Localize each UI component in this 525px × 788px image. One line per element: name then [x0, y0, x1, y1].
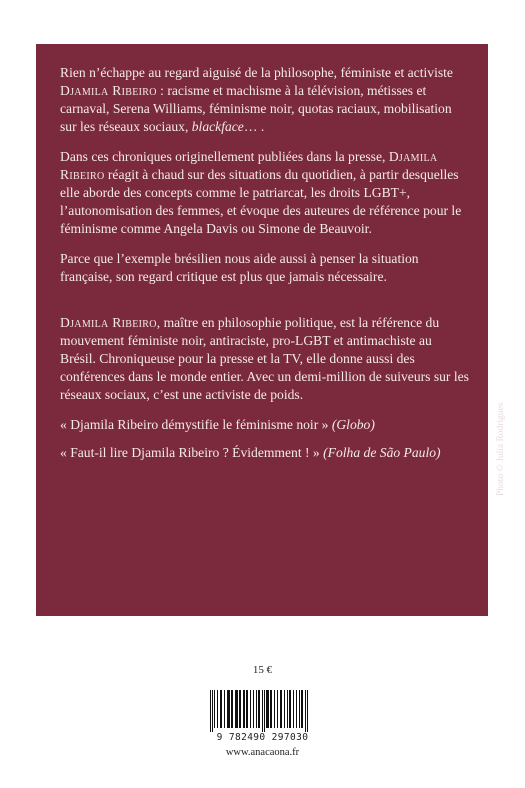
quote-source: (Folha de São Paulo): [323, 445, 441, 460]
quote-source: (Globo): [331, 417, 375, 432]
intro-end: … .: [243, 119, 265, 134]
quote-text: « Djamila Ribeiro démystifie le féminisme noir »: [60, 417, 332, 432]
back-cover-panel: [36, 44, 506, 616]
author-name: Djamila Ribeiro: [60, 315, 157, 330]
bio-text: , maître en philosophie politique, est la référence du mouvement féministe noir, antiraciste, pro-LGBT et antimachiste au Brésil. Chroniqueuse pour la presse et la TV, elle donne aussi des conférences dans le monde entier. Avec un demi-million de suiveurs sur les réseaux sociaux, c’est une activiste de poids.: [60, 315, 469, 402]
intro-text: Rien n’échappe au regard aiguisé de la philosophe, féministe et activiste: [60, 65, 453, 80]
blackface-term: blackface: [191, 119, 244, 134]
author-name: Djamila Ribeiro: [60, 149, 438, 182]
price-label: 15 €: [252, 664, 273, 676]
barcode-icon: [208, 690, 318, 732]
quote-text: « Faut-il lire Djamila Ribeiro ? Évidemment ! »: [60, 445, 324, 460]
chroniques-text: Dans ces chroniques originellement publiées dans la presse,: [60, 149, 389, 164]
photo-credit: Photo © Julia Rodrigues: [496, 402, 506, 496]
publisher-website: www.anacaona.fr: [225, 747, 300, 758]
paragraph-bresil: Parce que l’exemple brésilien nous aide aussi à penser la situation française, son regard critique est plus que jamais nécessaire.: [60, 251, 419, 284]
paragraph-chroniques: [60, 148, 470, 238]
spacer: [60, 298, 470, 314]
isbn-number: 9 782490 297030: [216, 732, 309, 743]
chroniques-text-cont: réagit à chaud sur des situations du quotidien, à partir desquelles elle aborde des concepts comme le patriarcat, les droits LGBT+, l’autonomisation des femmes, et évoque des auteures de référence pour le féminisme comme Angela Davis ou Simone de Beauvoir.: [60, 167, 462, 236]
intro-text-cont: : racisme et machisme à la télévision, métisses et carnaval, Serena Williams, féminisme noir, quotas raciaux, mobilisation sur les réseaux sociaux,: [60, 83, 452, 134]
paragraph-bio: [60, 314, 470, 404]
author-name: Djamila Ribeiro: [60, 83, 157, 98]
blurb-text: [60, 64, 470, 472]
quote-folha: [60, 444, 470, 462]
quote-globo: [60, 416, 470, 434]
paragraph-intro: [60, 64, 470, 136]
